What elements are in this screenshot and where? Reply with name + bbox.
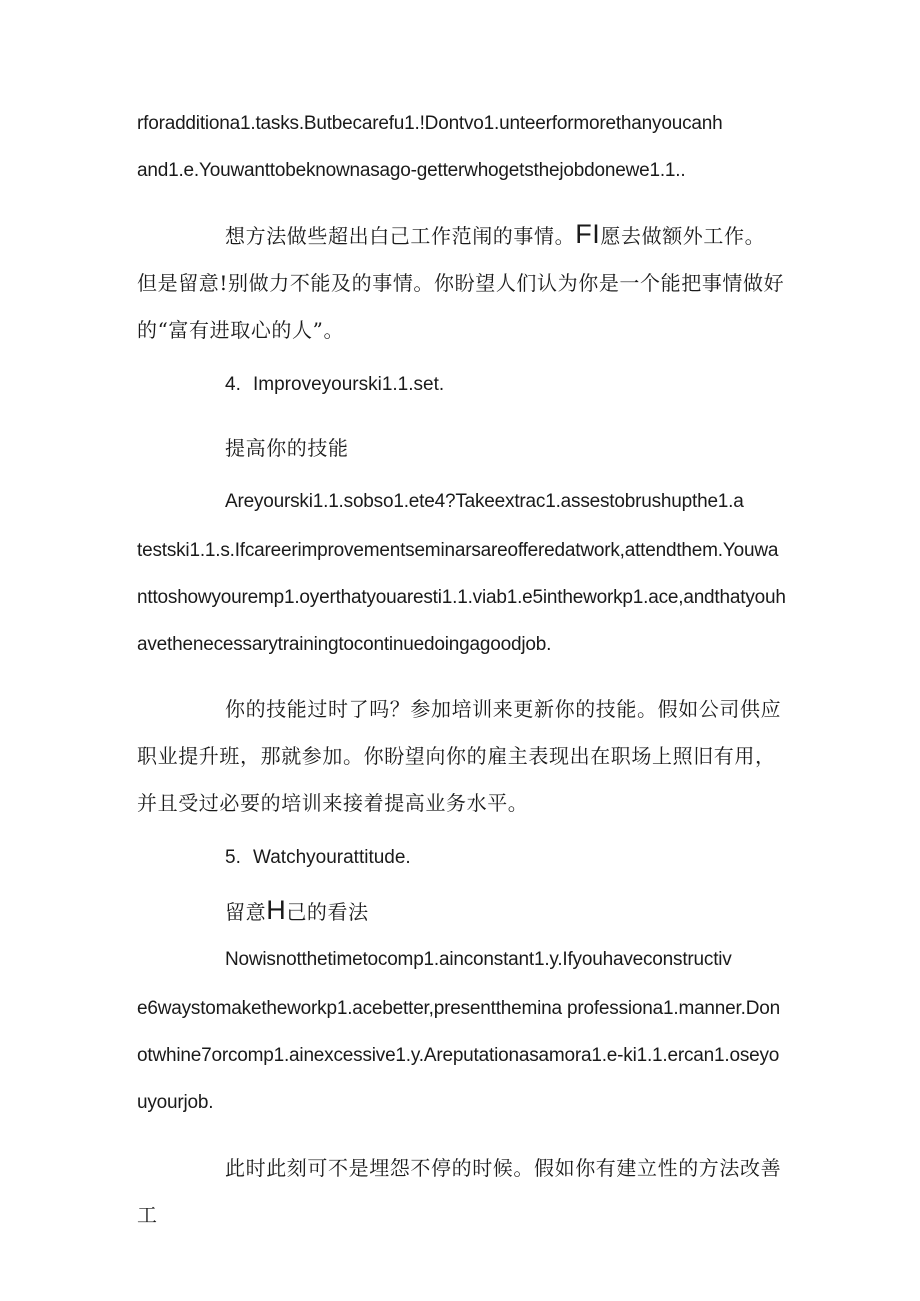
section-number-5: 5. — [225, 847, 241, 868]
section-title-4: Improveyourski1.1.set. — [253, 374, 445, 395]
paragraph-chinese-3: 此时此刻可不是埋怨不停的时候。假如你有建立性的方法改善工 — [137, 1156, 782, 1227]
paragraph-english-3-rest: e6waystomaketheworkp1.acebetter,presentthemina professiona1.manner.Donotwhine7orcomp1.ainexcessive1.y.Areputationasamora1.e-ki1.1.ercan1.oseyouyourjob. — [137, 998, 780, 1113]
section-number-4: 4. — [225, 374, 241, 395]
section-title-5-chinese-part-a: 留意 — [225, 900, 267, 924]
paragraph-english-1-line-2: and1.e.Youwanttobeknownasago-getterwhogetsthejobdonewe1.1.. — [137, 160, 686, 181]
section-title-4-chinese: 提高你的技能 — [225, 436, 349, 460]
paragraph-english-2-rest: testski1.1.s.Ifcareerimprovementseminarsareofferedatwork,attendthem.Youwanttoshowyouremp1.oyerthatyouaresti1.1.viab1.e5intheworkp1.ace,andthatyouhavethenecessarytrainingtocontinuedoingagoodjob. — [137, 540, 786, 655]
section-title-5-large-glyph: H — [266, 895, 287, 925]
paragraph-english-1-line-1: rforadditiona1.tasks.Butbecarefu1.!Dontvo1.unteerformorethanyoucanh — [137, 113, 723, 134]
paragraph-chinese-2: 你的技能过时了吗？参加培训来更新你的技能。假如公司供应职业提升班，那就参加。你盼望向你的雇主表现出在职场上照旧有用，并且受过必要的培训来接着提高业务水平。 — [137, 697, 782, 815]
section-title-5-chinese — [225, 887, 785, 936]
paragraph-chinese-1-large-glyph: FI — [575, 219, 601, 249]
paragraph-english-2-line-1: Areyourski1.1.sobso1.ete4?Takeextrac1.assestobrushupthe1.a — [225, 491, 744, 512]
paragraph-chinese-1-part-b: 愿去做额外工作。但是留意!别做力不能及的事情。你盼望人们认为你是一个能把事情做好的“富有进取心的人”。 — [137, 224, 785, 342]
section-heading-5 — [225, 847, 411, 869]
section-heading-4 — [225, 374, 444, 396]
paragraph-chinese-1-part-a: 想方法做些超出白己工作范闱的事情。 — [225, 224, 576, 248]
paragraph-chinese-1 — [137, 211, 785, 354]
paragraph-english-3-line-1: Nowisnotthetimetocomp1.ainconstant1.y.Ifyouhaveconstructiv — [225, 949, 732, 970]
section-title-5: Watchyourattitude. — [253, 847, 411, 868]
section-title-5-chinese-part-b: 己的看法 — [286, 900, 369, 924]
